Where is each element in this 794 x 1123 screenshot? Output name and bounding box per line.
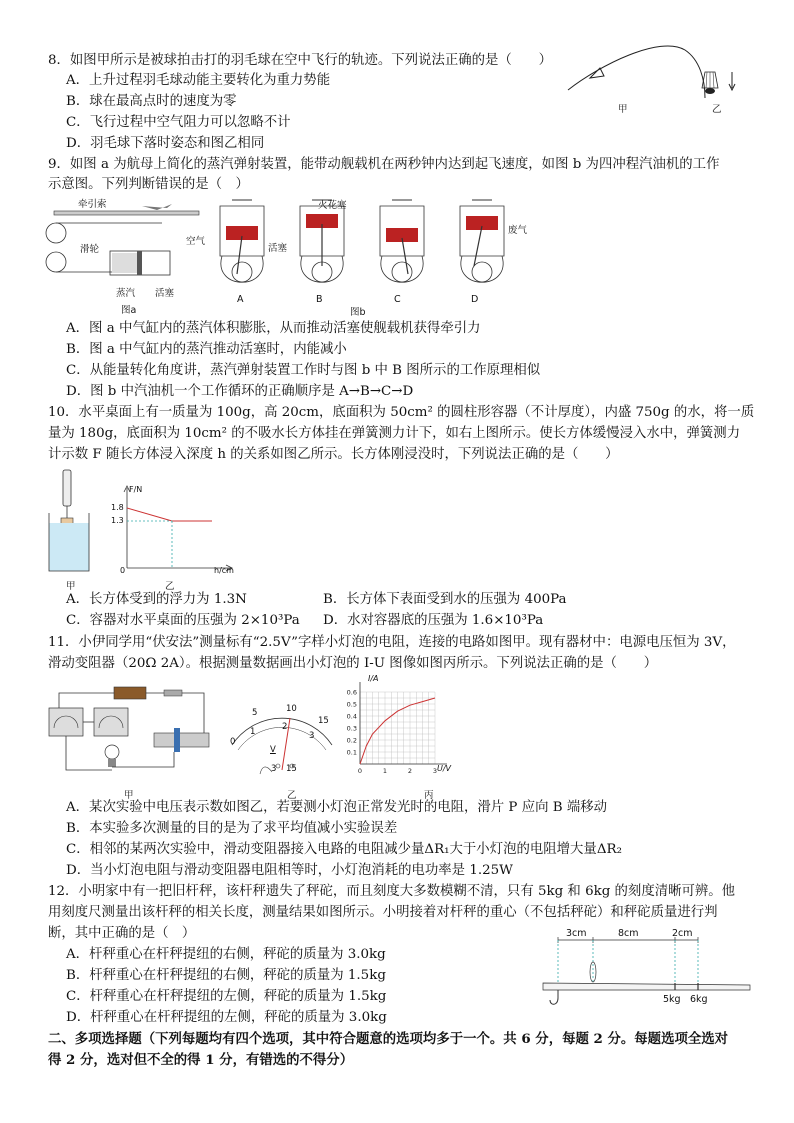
q11-meter-1: 1 [250, 727, 256, 737]
q10-option-a[interactable]: A．长方体受到的浮力为 1.3N [66, 592, 247, 607]
q9-stem-line2: 示意图。下列判断错误的是（ ） [48, 177, 249, 192]
q12-stem-line2: 用刻度尺测量出该杆秤的相关长度，测量结果如图所示。小明接着对杆秤的重心（不包括秤砣）和秤砣质量进行判 [48, 905, 718, 920]
q10-stem-line2: 量为 180g，底面积为 10cm² 的不吸水长方体挂在弹簧测力计下，如右上图所示。使长方体缓慢浸入水中，弹簧测力 [48, 426, 741, 441]
q10-axis-F: F/N [129, 485, 143, 494]
q12-stem-line1: 12．小明家中有一把旧杆秤，该杆秤遗失了秤砣，而且刻度大多数模糊不清，只有 5kg 和 6kg 的刻度清晰可辨。他 [48, 884, 736, 899]
q11-meter-term15: 15 [286, 764, 297, 774]
x-tick-label: 0 [357, 767, 363, 775]
y-tick-label: 0.3 [346, 724, 357, 733]
q8-option-b[interactable]: B．球在最高点时的速度为零 [66, 94, 237, 109]
q11-axis-I: I/A [368, 674, 379, 683]
q10-fig-jia [44, 468, 104, 578]
q10-stem-line1: 10．水平桌面上有一质量为 100g，高 20cm，底面积为 50cm² 的圆柱形容器（不计厚度），内盛 750g 的水，将一质 [48, 405, 755, 420]
q10-option-c[interactable]: C．容器对水平桌面的压强为 2×10³Pa [66, 613, 300, 628]
q9-fig-b-label-feiqi: 废气 [508, 225, 528, 236]
y-tick-label: 0.5 [346, 700, 357, 709]
q10-tick-1-8: 1.8 [111, 503, 124, 512]
q11-label-jia: 甲 [124, 790, 134, 801]
q12-option-b[interactable]: B．杆秤重心在杆秤提纽的右侧，秤砣的质量为 1.5kg [66, 968, 386, 983]
q9-fig-b-label-d: D [471, 294, 479, 305]
q12-mark-6kg: 6kg [690, 994, 708, 1005]
q12-option-d[interactable]: D．杆秤重心在杆秤提纽的左侧，秤砣的质量为 3.0kg [66, 1010, 387, 1025]
q8-option-c[interactable]: C．飞行过程中空气阻力可以忽略不计 [66, 115, 291, 130]
q8-label-jia: 甲 [618, 104, 628, 115]
q9-fig-b-label-kongqi: 空气 [186, 236, 206, 247]
q9-option-d[interactable]: D．图 b 中汽油机一个工作循环的正确顺序是 A→B→C→D [66, 384, 414, 399]
engine-stroke-b [300, 200, 344, 282]
q11-fig-yi-voltmeter [222, 700, 342, 780]
q11-stem-line2: 滑动变阻器（20Ω 2A）。根据测量数据画出小灯泡的 I-U 图像如图丙所示。下列说法正确的是（ ） [48, 656, 658, 671]
q11-meter-15: 15 [318, 716, 329, 726]
section2-heading-line2: 得 2 分，选对但不全的得 1 分，有错选的不得分） [48, 1052, 354, 1068]
y-tick-label: 0.1 [346, 748, 357, 757]
q11-axis-U: U/V [437, 764, 452, 773]
q12-fig-steelyard [538, 928, 758, 1008]
q10-stem-line3: 计示数 F 随长方体浸入深度 h 的关系如图乙所示。长方体刚浸没时，下列说法正确的是（ ） [48, 447, 619, 462]
q12-dim-2cm: 2cm [672, 928, 693, 939]
q11-stem-line1: 11．小伊同学用“伏安法”测量标有“2.5V”字样小灯泡的电阻，连接的电路如图甲。现有器材中：电源电压恒为 3V， [48, 635, 736, 650]
engine-stroke-a [220, 200, 264, 282]
q9-option-a[interactable]: A．图 a 中气缸内的蒸汽体积膨胀，从而推动活塞使舰载机获得牵引力 [66, 321, 481, 336]
engine-stroke-c [380, 200, 424, 282]
q12-dim-3cm: 3cm [566, 928, 587, 939]
engine-stroke-d [460, 200, 504, 282]
q10-label-yi: 乙 [165, 581, 175, 592]
q11-option-a[interactable]: A．某次实验中电压表示数如图乙，若要测小灯泡正常发光时的电阻，滑片 P 应向 B 端移动 [66, 800, 607, 815]
q9-fig-a-catapult [42, 196, 202, 296]
q9-stem-line1: 9．如图 a 为航母上简化的蒸汽弹射装置，能带动舰载机在两秒钟内达到起飞速度，如图 b 为四冲程汽油机的工作 [48, 157, 720, 172]
y-tick-label: 0.6 [346, 688, 357, 697]
q9-fig-b-label-a: A [237, 294, 244, 305]
q11-meter-0: 0 [230, 737, 236, 747]
q10-tick-1-3: 1.3 [111, 516, 124, 525]
q12-mark-5kg: 5kg [663, 994, 681, 1005]
q11-meter-10: 10 [286, 704, 297, 714]
q9-fig-a-label-hualun: 滑轮 [80, 244, 100, 255]
q9-fig-b-label-huosai: 活塞 [268, 243, 288, 254]
section2-heading-line1: 二、多项选择题（下列每题均有四个选项，其中符合题意的选项均多于一个。共 6 分，每题 2 分。每题选项全选对 [48, 1031, 729, 1047]
q9-fig-a-label-zhengqi: 蒸汽 [116, 288, 136, 299]
q12-stem-line3: 断，其中正确的是（ ） [48, 926, 196, 941]
q10-origin: 0 [120, 566, 126, 575]
q11-option-d[interactable]: D．当小灯泡电阻与滑动变阻器电阻相等时，小灯泡消耗的电功率是 1.25W [66, 863, 513, 878]
q12-option-c[interactable]: C．杆秤重心在杆秤提纽的左侧，秤砣的质量为 1.5kg [66, 989, 387, 1004]
q11-fig-jia-circuit [44, 678, 214, 778]
q10-option-d[interactable]: D．水对容器底的压强为 1.6×10³Pa [323, 613, 544, 628]
q11-label-bing: 丙 [424, 790, 434, 801]
q9-fig-b-label-huohuasai: 火花塞 [318, 200, 347, 211]
q10-label-jia: 甲 [66, 581, 76, 592]
q8-stem: 8．如图甲所示是被球拍击打的羽毛球在空中飞行的轨迹。下列说法正确的是（ ） [48, 53, 552, 68]
y-tick-label: 0.2 [346, 736, 357, 745]
q9-fig-b-caption: 图b [350, 307, 366, 318]
q8-option-d[interactable]: D．羽毛球下落时姿态和图乙相同 [66, 136, 265, 151]
x-tick-label: 3 [432, 767, 438, 775]
x-tick-label: 2 [407, 767, 413, 775]
q8-option-a[interactable]: A．上升过程羽毛球动能主要转化为重力势能 [66, 73, 331, 88]
q9-fig-b-label-c: C [394, 294, 401, 305]
q9-fig-a-caption: 图a [121, 305, 137, 316]
q9-option-c[interactable]: C．从能量转化角度讲，蒸汽弹射装置工作时与图 b 中 B 图所示的工作原理相似 [66, 363, 541, 378]
q8-label-yi: 乙 [712, 104, 722, 115]
q9-fig-a-label-huosai: 活塞 [155, 288, 175, 299]
q10-fig-yi-graph [110, 486, 240, 576]
y-tick-label: 0.4 [346, 712, 357, 721]
q11-meter-V: V [270, 745, 276, 755]
q9-option-b[interactable]: B．图 a 中气缸内的蒸汽推动活塞时，内能减小 [66, 342, 347, 357]
q11-option-b[interactable]: B．本实验多次测量的目的是为了求平均值减小实验误差 [66, 821, 398, 836]
q11-meter-term3: 3 [271, 764, 277, 774]
q11-meter-3: 3 [309, 731, 315, 741]
q12-dim-8cm: 8cm [618, 928, 639, 939]
x-tick-label: 1 [382, 767, 388, 775]
q10-axis-h: h/cm [214, 566, 234, 575]
q11-meter-5: 5 [252, 708, 258, 718]
q9-fig-b-engines [212, 196, 532, 296]
q12-option-a[interactable]: A．杆秤重心在杆秤提纽的右侧，秤砣的质量为 3.0kg [66, 947, 386, 962]
q11-meter-2: 2 [282, 722, 288, 732]
q11-label-yi: 乙 [287, 790, 297, 801]
q11-option-c[interactable]: C．相邻的某两次实验中，滑动变阻器接入电路的电阻减少量ΔR₁大于小灯泡的电阻增大量ΔR₂ [66, 842, 622, 857]
q10-option-b[interactable]: B．长方体下表面受到水的压强为 400Pa [323, 592, 567, 607]
q8-trajectory-figure [560, 40, 760, 120]
q9-fig-b-label-b: B [316, 294, 323, 305]
q9-fig-a-label-qianyinsuo: 牵引索 [78, 199, 107, 210]
